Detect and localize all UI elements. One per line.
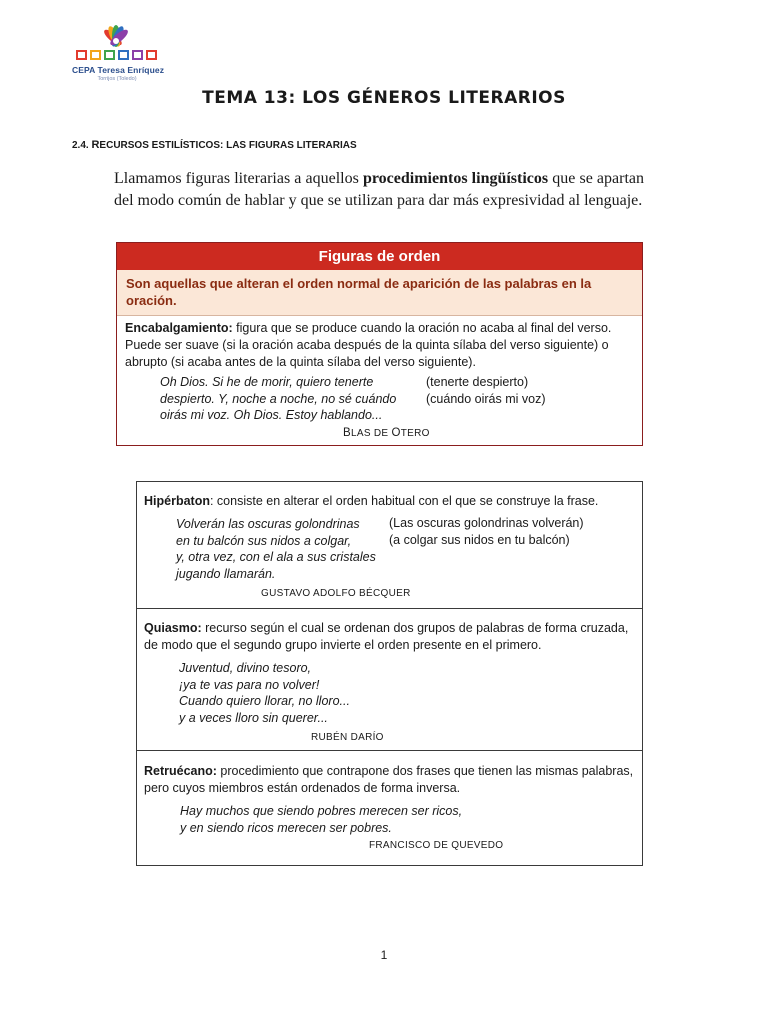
encabalgamiento-definition [125, 320, 630, 371]
quiasmo-author: RUBÉN DARÍO [311, 732, 384, 743]
verse-line: Oh Dios. Si he de morir, quiero tenerte [160, 375, 374, 389]
verse-line: despierto. Y, noche a noche, no sé cuándo [160, 391, 397, 406]
verse-line: Juventud, divino tesoro, [179, 661, 312, 675]
school-logo [72, 16, 165, 90]
verse-line: ¡ya te vas para no volver! [179, 677, 320, 692]
page-number: 1 [380, 948, 388, 962]
verse-line: jugando llamarán. [176, 566, 276, 581]
intro-bold-term: procedimientos lingüísticos [362, 170, 549, 187]
author-part: TERO [400, 428, 430, 439]
figuras-orden-header: Figuras de orden [117, 243, 642, 270]
intro-text-2: que se apartan del modo común de hablar y que se utilizan para dar más expresividad al lenguaje. [114, 170, 645, 209]
retruecano-text: procedimiento que contrapone dos frases que tienen las mismas palabras, pero cuyos miembros están ordenados de forma inversa. [144, 764, 634, 795]
logo-subtitle: Torrijos (Toledo) [97, 76, 137, 82]
section-first-letter: R [91, 139, 100, 151]
retruecano-author: FRANCISCO DE QUEVEDO [369, 840, 504, 851]
section-heading [72, 139, 357, 151]
hiperbaton-author: GUSTAVO ADOLFO BÉCQUER [261, 588, 411, 599]
encabalgamiento-author [343, 427, 430, 439]
verse-line: y a veces lloro sin querer... [179, 710, 328, 725]
retruecano-verse [180, 803, 462, 836]
figuras-orden-subheader: Son aquellas que alteran el orden normal de aparición de las palabras en la oración. [117, 270, 642, 316]
logo-name: CEPA Teresa Enríquez [72, 65, 165, 75]
hiperbaton-text: : consiste en alterar el orden habitual con el que se construye la frase. [209, 494, 599, 508]
gloss-line: (Las oscuras golondrinas volverán) [389, 516, 584, 530]
retruecano-term: Retruécano: [144, 764, 217, 778]
verse-line: Volverán las oscuras golondrinas [176, 517, 360, 531]
intro-text-1: Llamamos figuras literarias a aquellos [114, 170, 363, 187]
encabalgamiento-text: figura que se produce cuando la oración no acaba al final del verso. Puede ser suave (si la oración acaba después de la quinta sílaba del verso siguiente) o abrupto (si acaba antes de la quinta sílaba del verso siguiente). [125, 321, 612, 369]
verse-line: Hay muchos que siendo pobres merecen ser ricos, [180, 804, 463, 818]
section-divider [137, 608, 642, 609]
author-initial: B [343, 427, 351, 439]
encabalgamiento-term: Encabalgamiento: [125, 321, 233, 335]
intro-paragraph [114, 168, 644, 212]
verse-line: Cuando quiero llorar, no lloro... [179, 694, 350, 708]
verse-line: en tu balcón sus nidos a colgar, [176, 533, 352, 548]
quiasmo-definition [144, 620, 639, 654]
hiperbaton-definition [144, 493, 639, 510]
figuras-list-box [136, 481, 643, 866]
gloss-line: (tenerte despierto) [426, 375, 529, 389]
hiperbaton-verse [176, 516, 376, 582]
section-number: 2.4. [72, 140, 89, 151]
quiasmo-term: Quiasmo: [144, 621, 202, 635]
verse-line: y en siendo ricos merecen ser pobres. [180, 820, 392, 835]
gloss-line: (a colgar sus nidos en tu balcón) [389, 532, 570, 547]
figuras-orden-box [116, 242, 643, 446]
quiasmo-text: recurso según el cual se ordenan dos grupos de palabras de forma cruzada, de modo que el segundo grupo invierte el orden presente en el primero. [144, 621, 629, 652]
flower-hands-icon [96, 18, 136, 48]
gloss-line: (cuándo oirás mi voz) [426, 391, 546, 406]
hiperbaton-gloss [389, 515, 584, 548]
logo-color-squares [76, 50, 157, 60]
verse-line: y, otra vez, con el ala a sus cristales [176, 550, 376, 564]
section-title: ECURSOS ESTILÍSTICOS: LAS FIGURAS LITERARIAS [99, 140, 357, 151]
encabalgamiento-gloss [426, 374, 546, 407]
document-title: TEMA 13: LOS GÉNEROS LITERARIOS [202, 88, 566, 108]
section-divider [137, 750, 642, 751]
hiperbaton-term: Hipérbaton [144, 494, 210, 508]
quiasmo-verse [179, 660, 350, 726]
retruecano-definition [144, 763, 639, 797]
author-initial: O [391, 427, 401, 439]
encabalgamiento-verse [160, 374, 396, 424]
author-part: LAS DE [350, 428, 392, 439]
verse-line: oirás mi voz. Oh Dios. Estoy hablando... [160, 408, 383, 422]
